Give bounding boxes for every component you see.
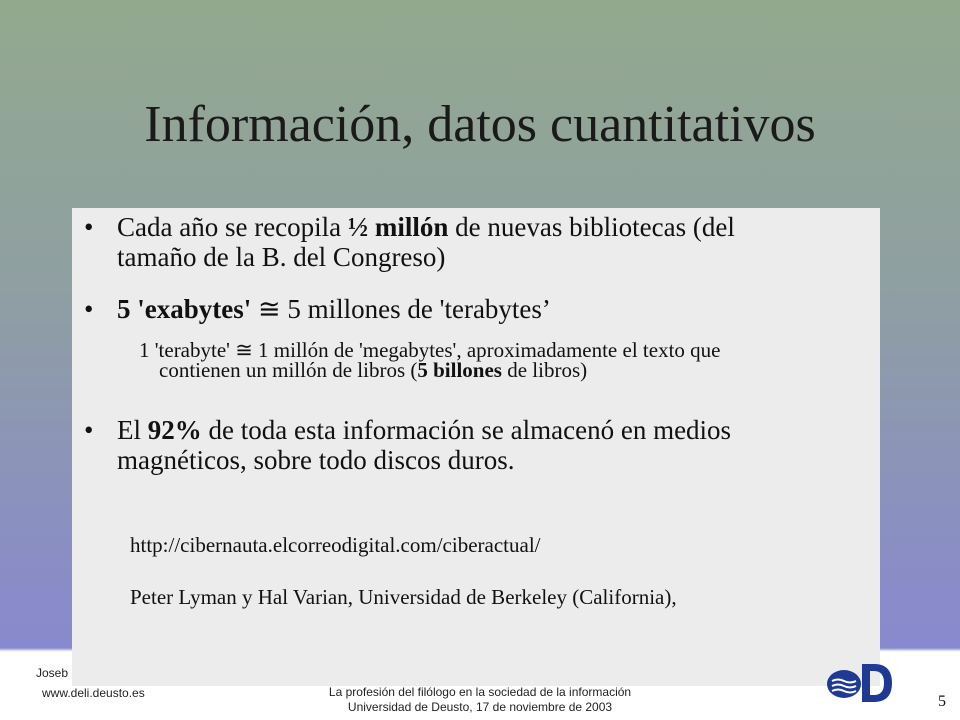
bullet-line: magnéticos, sobre todo discos duros. bbox=[117, 445, 515, 475]
sub-note-text: de libros) bbox=[501, 358, 588, 382]
bullet-bold-text: 5 'exabytes' bbox=[117, 294, 252, 324]
footer-event bbox=[240, 685, 720, 715]
slide-title: Información, datos cuantitativos bbox=[144, 96, 816, 153]
sub-note-text: contienen un millón de libros ( bbox=[159, 358, 418, 382]
bullet-bold-text: ½ millón bbox=[347, 212, 449, 242]
bullet-dot: • bbox=[84, 415, 94, 445]
bullet-text: de nuevas bibliotecas (del bbox=[448, 212, 735, 242]
bullet-line bbox=[117, 294, 551, 324]
bullet-text: ≅ 5 millones de 'terabytes’ bbox=[251, 294, 551, 324]
bullet-item bbox=[84, 212, 735, 272]
bullet-line bbox=[117, 212, 735, 242]
bullet-dot: • bbox=[84, 294, 94, 324]
sub-note-bold-text: 5 billones bbox=[417, 358, 502, 382]
sub-note-line bbox=[139, 360, 720, 380]
footer-author: Joseb bbox=[36, 666, 69, 680]
deusto-logo-icon bbox=[824, 660, 894, 706]
sub-note-line: 1 'terabyte' ≅ 1 millón de 'megabytes', aproximadamente el texto que bbox=[139, 338, 721, 362]
bullet-text: El bbox=[117, 415, 148, 445]
bullet-dot: • bbox=[84, 212, 94, 242]
sub-note bbox=[139, 340, 720, 380]
bullet-line bbox=[117, 415, 731, 445]
content-box bbox=[72, 208, 880, 686]
bullet-text: Cada año se recopila bbox=[117, 212, 348, 242]
footer-event-title: La profesión del filólogo en la sociedad de la información bbox=[328, 685, 632, 699]
bullet-bold-text: 92% bbox=[147, 415, 202, 445]
bullet-text: de toda esta información se almacenó en medios bbox=[201, 415, 732, 445]
footer-website: www.deli.deusto.es bbox=[42, 686, 145, 700]
reference-url: http://cibernauta.elcorreodigital.com/ciberactual/ bbox=[130, 533, 541, 557]
bullet-item bbox=[84, 415, 732, 475]
bullet-item bbox=[84, 294, 551, 324]
page-number: 5 bbox=[938, 693, 946, 710]
footer-event-date: Universidad de Deusto, 17 de noviembre de 2003 bbox=[347, 700, 613, 714]
bullet-line: tamaño de la B. del Congreso) bbox=[117, 242, 446, 272]
reference-authors: Peter Lyman y Hal Varian, Universidad de Berkeley (California), bbox=[130, 585, 677, 609]
